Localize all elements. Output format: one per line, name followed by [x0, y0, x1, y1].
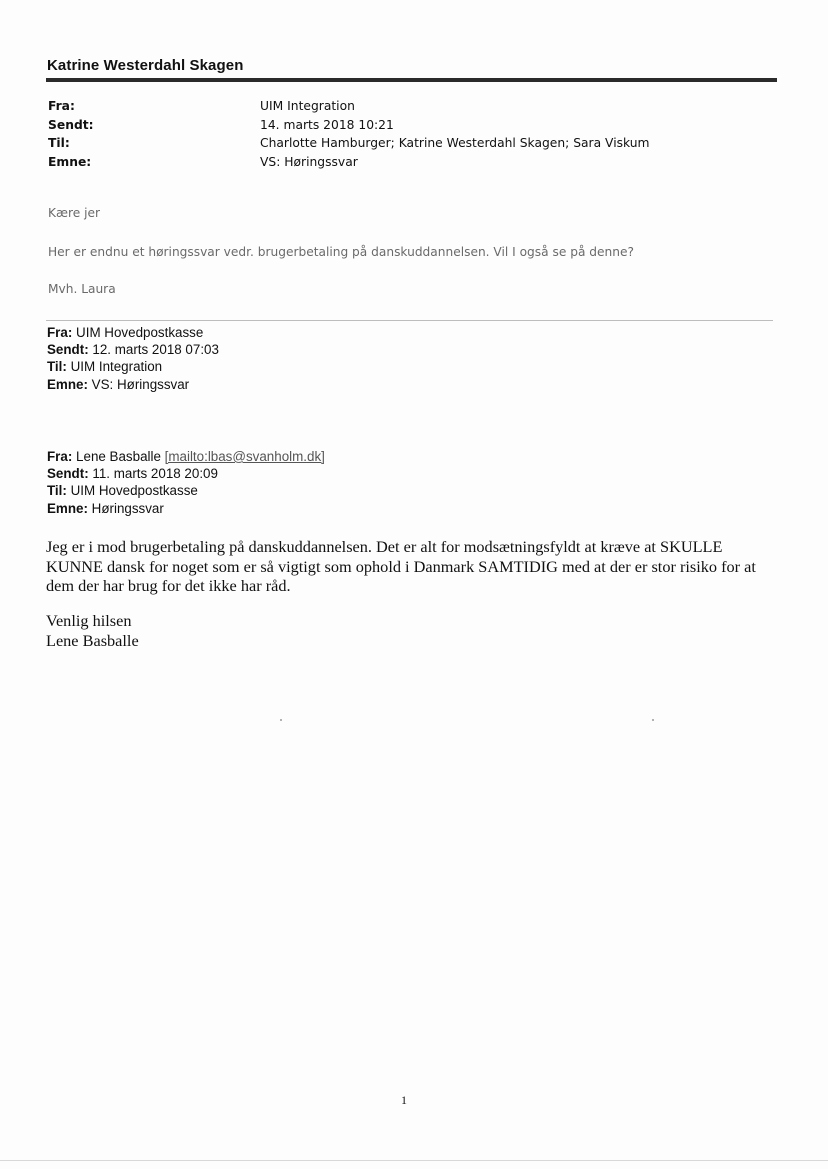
mailbox-owner-name: Katrine Westerdahl Skagen	[47, 57, 244, 74]
fwd2-to-value: UIM Hovedpostkasse	[70, 483, 198, 499]
fwd2-to-line	[47, 482, 325, 499]
from-value: UIM Integration	[260, 99, 355, 113]
fwd1-to-value: UIM Integration	[70, 359, 163, 375]
fwd1-sent-label: Sendt:	[47, 342, 89, 358]
fwd2-sent-label: Sendt:	[47, 466, 89, 482]
fwd2-subject-line	[47, 500, 325, 517]
fwd2-from-label: Fra:	[47, 449, 73, 464]
forwarded-header-1	[47, 324, 219, 393]
closing-text: Mvh. Laura	[48, 282, 116, 296]
fwd2-subject-value: Høringssvar	[91, 500, 164, 516]
greeting-text: Kære jer	[48, 206, 100, 220]
fwd2-to-label: Til:	[47, 483, 67, 499]
fwd1-to-label: Til:	[47, 359, 67, 375]
sign-off: Venlig hilsen	[46, 611, 132, 630]
scan-speck	[652, 719, 654, 721]
header-divider	[46, 78, 777, 82]
fwd2-from-value: Lene Basballe	[76, 449, 161, 464]
fwd1-from-value: UIM Hovedpostkasse	[76, 325, 204, 340]
page-number: 1	[401, 1093, 407, 1107]
sent-value: 14. marts 2018 10:21	[260, 117, 394, 132]
fwd2-from-line	[47, 448, 325, 465]
message-text: Her er endnu et høringssvar vedr. brugerbetaling på danskuddannelsen. Vil I også se på denne?	[48, 245, 634, 259]
forwarded-header-2	[47, 448, 325, 517]
fwd1-subject-line	[47, 376, 219, 393]
header-row-to	[48, 134, 650, 153]
header-row-subject	[48, 153, 650, 172]
sent-label: Sendt:	[48, 117, 94, 132]
scan-speck	[280, 719, 282, 721]
sender-mailto-link[interactable]: [mailto:lbas@svanholm.dk]	[164, 449, 325, 464]
outer-email-header	[48, 97, 650, 171]
letter-body: Jeg er i mod brugerbetaling på danskuddannelsen. Det er alt for modsætningsfyldt at kræve at SKULLE KUNNE dansk for noget som er så vigtigt som ophold i Danmark SAMTIDIG med at der er stor risiko for at dem der har brug for det ikke har råd.	[46, 537, 756, 595]
header-row-from	[48, 97, 650, 116]
fwd2-subject-label: Emne:	[47, 500, 88, 516]
fwd1-from-line	[47, 324, 219, 341]
fwd2-sent-line	[47, 465, 325, 482]
signature: Lene Basballe	[46, 631, 139, 650]
fwd1-from-label: Fra:	[47, 325, 73, 340]
forward-divider	[46, 320, 773, 321]
from-label: Fra:	[48, 99, 75, 113]
to-value: Charlotte Hamburger; Katrine Westerdahl Skagen; Sara Viskum	[260, 136, 650, 150]
fwd1-subject-value: VS: Høringssvar	[91, 376, 190, 392]
fwd1-sent-value: 12. marts 2018 07:03	[92, 342, 219, 358]
fwd1-to-line	[47, 358, 219, 375]
header-row-sent	[48, 116, 650, 135]
fwd1-sent-line	[47, 341, 219, 358]
subject-label: Emne:	[48, 154, 92, 169]
subject-value: VS: Høringssvar	[260, 154, 358, 169]
fwd2-sent-value: 11. marts 2018 20:09	[92, 466, 218, 482]
page-bottom-edge	[0, 1160, 828, 1161]
to-label: Til:	[48, 136, 70, 150]
fwd1-subject-label: Emne:	[47, 376, 88, 392]
